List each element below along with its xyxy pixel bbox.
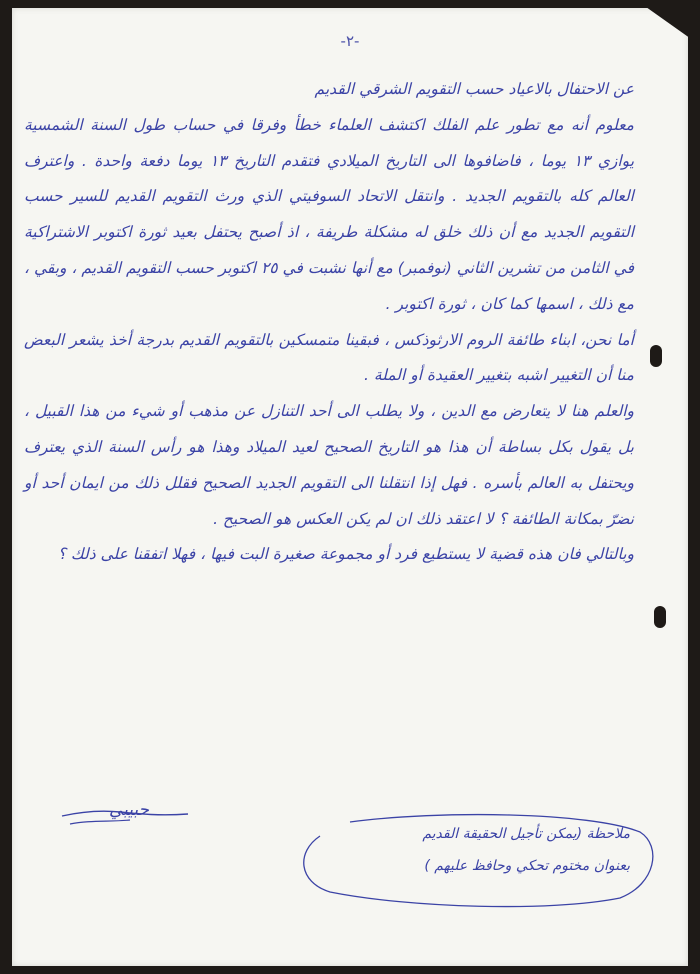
signature: حبيبي (108, 800, 150, 820)
paragraph-1: معلوم أنه مع تطور علم الفلك اكتشف العلماء خطأ وفرقا في حساب طول السنة الشمسية يوازي ١٣ يوما ، فاضافوها الى التاريخ الميلادي فتقدم التاريخ ١٣ يوما دفعة واحدة . واعترف العالم كله بالتقويم الجديد . وانتقل الاتحاد السوفيتي الذي ورث التقويم القديم للسير حسب التقويم الجديد مع أن ذلك خلق له مشكلة طريفة ، اذ أصبح يحتفل بعيد ثورة اكتوبر الاشتراكية في الثامن من تشرين الثاني (نوفمبر) مع أنها نشبت في ٢٥ اكتوبر حسب التقويم القديم ، وبقي ، مع ذلك ، اسمها كما كان ، ثورة اكتوبر . (24, 115, 635, 313)
punch-hole-top (650, 345, 662, 367)
letter-heading: عن الاحتفال بالاعياد حسب التقويم الشرقي القديم (314, 80, 634, 98)
letter-body (24, 72, 634, 573)
note-line-1: ملاحظة (يمكن تأجيل الحقيقة القديم (422, 826, 630, 842)
note-line-2: بعنوان مختوم تحكي وحافظ عليهم ) (424, 858, 630, 874)
page-number: -٢- (340, 32, 360, 50)
paragraph-3: والعلم هنا لا يتعارض مع الدين ، ولا يطلب الى أحد التنازل عن مذهب أو شيء من هذا القبيل ، بل يقول بكل بساطة أن هذا هو التاريخ الصحيح لعيد الميلاد وهذا هو رأس السنة الذي يعترف ويحتفل به العالم بأسره . فهل إذا انتقلنا الى التقويم الجديد الصحيح فقلل ذلك من ايمان أحد أو نضرّ بمكانة الطائفة ؟ لا اعتقد ذلك ان لم يكن العكس هو الصحيح . (24, 402, 634, 528)
paragraph-4: وبالتالي فان هذه قضية لا يستطيع فرد أو مجموعة صغيرة البت فيها ، فهلا اتفقنا على ذلك ؟ (57, 545, 634, 564)
margin-note (300, 818, 630, 882)
paragraph-2: أما نحن، ابناء طائفة الروم الارثوذكس ، فبقينا متمسكين بالتقويم القديم بدرجة أخذ يشعر البعض منا أن التغيير اشبه بتغيير العقيدة أو الملة . (24, 330, 634, 385)
punch-hole-bottom (654, 606, 666, 628)
